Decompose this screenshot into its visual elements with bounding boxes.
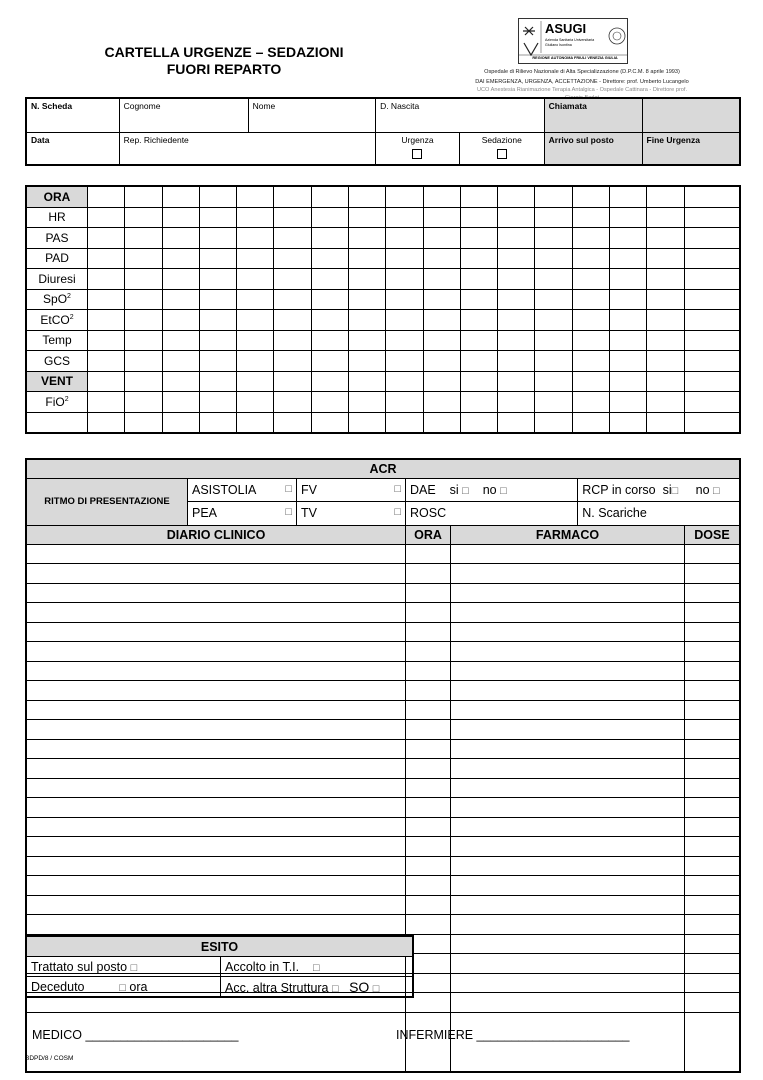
diario-row	[26, 544, 740, 564]
diario-row	[26, 739, 740, 759]
diario-row	[26, 700, 740, 720]
diario-clinico-header: DIARIO CLINICO	[26, 525, 406, 544]
title-line-1: CARTELLA URGENZE – SEDAZIONI	[104, 44, 344, 60]
medico-signature[interactable]: MEDICO ______________________	[32, 1028, 239, 1042]
n-scariche-field[interactable]: N. Scariche	[578, 501, 740, 525]
trattato-option[interactable]: Trattato sul posto □	[26, 957, 221, 977]
page-title	[90, 44, 358, 78]
diario-row	[26, 759, 740, 779]
d-nascita-field[interactable]: D. Nascita	[376, 98, 545, 132]
diario-row	[26, 856, 740, 876]
diario-row	[26, 603, 740, 623]
vitals-label-hr: HR	[26, 207, 88, 228]
rcp-si-checkbox[interactable]: □	[671, 484, 679, 497]
vitals-row-ora	[26, 186, 740, 207]
vitals-row-pas	[26, 228, 740, 249]
vitals-label-vent: VENT	[26, 371, 88, 392]
diario-row	[26, 837, 740, 857]
so-checkbox[interactable]: □	[372, 982, 380, 995]
vitals-row-spo2	[26, 289, 740, 310]
vitals-row-hr	[26, 207, 740, 228]
fv-option[interactable]: FV □	[297, 478, 406, 501]
vitals-row-fio2	[26, 392, 740, 413]
nome-field[interactable]: Nome	[248, 98, 375, 132]
arrivo-sul-posto-field[interactable]: Arrivo sul posto	[544, 132, 642, 165]
diario-row	[26, 583, 740, 603]
asugi-logo	[518, 18, 628, 64]
diario-row	[26, 661, 740, 681]
vitals-label-gcs: GCS	[26, 351, 88, 372]
tv-option[interactable]: TV □	[297, 501, 406, 525]
data-field[interactable]: Data	[26, 132, 119, 165]
logo-text: ASUGI	[545, 21, 587, 36]
vitals-table	[25, 185, 741, 434]
vitals-row-extra	[26, 412, 740, 433]
dae-si-checkbox[interactable]: □	[462, 484, 469, 497]
diario-row	[26, 778, 740, 798]
vitals-label-diuresi: Diuresi	[26, 269, 88, 290]
chiamata-value-field[interactable]	[642, 98, 740, 132]
deceduto-checkbox[interactable]: □	[119, 981, 126, 994]
acc-altra-checkbox[interactable]: □	[332, 982, 339, 995]
accolto-checkbox[interactable]: □	[313, 961, 320, 974]
diario-row	[26, 876, 740, 896]
vitals-row-etco2	[26, 310, 740, 331]
diario-row	[26, 915, 740, 935]
vitals-label-etco2: EtCO$^2$	[26, 310, 88, 331]
dae-no-checkbox[interactable]: □	[500, 484, 507, 497]
diario-row	[26, 622, 740, 642]
urgenza-field: Urgenza	[376, 132, 460, 165]
vitals-label-spo2: SpO$^2$	[26, 289, 88, 310]
vitals-label-fio2: FiO$^2$	[26, 392, 88, 413]
rcp-option: RCP in corso si□ no □	[578, 478, 740, 501]
n-scheda-field[interactable]: N. Scheda	[26, 98, 119, 132]
patient-info-table	[25, 97, 741, 166]
accolto-option[interactable]: Accolto in T.I. □	[221, 957, 414, 977]
logo-region: REGIONE AUTONOMA FRIULI VENEZIA GIULIA	[532, 56, 618, 60]
chiamata-field[interactable]: Chiamata	[544, 98, 642, 132]
asistolia-checkbox[interactable]: □	[285, 482, 292, 495]
infermiere-signature[interactable]: INFERMIERE ______________________	[396, 1028, 630, 1042]
footer-code: BDPD/8 / COSM	[25, 1055, 74, 1062]
vitals-row-temp	[26, 330, 740, 351]
deceduto-option[interactable]: Deceduto □ ora	[26, 977, 221, 998]
vitals-label-pad: PAD	[26, 248, 88, 269]
diario-row	[26, 895, 740, 915]
fv-checkbox[interactable]: □	[394, 482, 401, 495]
farmaco-header: FARMACO	[451, 525, 685, 544]
fine-urgenza-field[interactable]: Fine Urgenza	[642, 132, 740, 165]
dose-header: DOSE	[685, 525, 741, 544]
urgenza-checkbox[interactable]	[412, 149, 422, 159]
tv-checkbox[interactable]: □	[394, 506, 401, 518]
sedazione-field: Sedazione	[459, 132, 544, 165]
esito-table	[25, 935, 414, 998]
esito-title: ESITO	[26, 936, 413, 957]
diario-row	[26, 681, 740, 701]
vitals-row-gcs	[26, 351, 740, 372]
diario-row	[26, 798, 740, 818]
diario-row	[26, 817, 740, 837]
hospital-line-2: DAI EMERGENZA, URGENZA, ACCETTAZIONE - Direttore: prof. Umberto Lucangelo	[475, 79, 689, 85]
pea-checkbox[interactable]: □	[285, 506, 292, 518]
acc-altra-option[interactable]: Acc. altra Struttura □ SO □	[221, 977, 414, 998]
ritmo-presentazione: RITMO DI PRESENTAZIONE	[26, 478, 188, 525]
vitals-row-pad	[26, 248, 740, 269]
sedazione-checkbox[interactable]	[497, 149, 507, 159]
diario-row	[26, 642, 740, 662]
ora-header: ORA	[406, 525, 451, 544]
acr-title: ACR	[26, 459, 740, 478]
rep-richiedente-field[interactable]: Rep. Richiedente	[119, 132, 375, 165]
vitals-label-ora: ORA	[26, 186, 88, 207]
diario-row	[26, 720, 740, 740]
rcp-no-checkbox[interactable]: □	[713, 484, 720, 497]
hospital-line-1: Ospedale di Rilievo Nazionale di Alta Specializzazione (D.P.C.M. 8 aprile 1993)	[484, 69, 680, 75]
title-line-2: FUORI REPARTO	[166, 61, 282, 77]
logo-small-text: Azienda Sanitaria Universitaria Giuliano Isontina	[545, 38, 595, 47]
hospital-line-3: UCO Anestesia Rianimazione Terapia Antalgica - Ospedale Cattinara - Direttore prof.	[476, 87, 688, 93]
vitals-label-pas: PAS	[26, 228, 88, 249]
vitals-row-vent	[26, 371, 740, 392]
vitals-row-diuresi	[26, 269, 740, 290]
dae-option: DAE si □ no □	[406, 478, 578, 501]
pea-option[interactable]: PEA □	[188, 501, 297, 525]
asistolia-option[interactable]: ASISTOLIA □	[188, 478, 297, 501]
trattato-checkbox[interactable]: □	[130, 961, 138, 974]
vitals-label-temp: Temp	[26, 330, 88, 351]
rosc-field[interactable]: ROSC	[406, 501, 578, 525]
cognome-field[interactable]: Cognome	[119, 98, 248, 132]
diario-row	[26, 564, 740, 584]
